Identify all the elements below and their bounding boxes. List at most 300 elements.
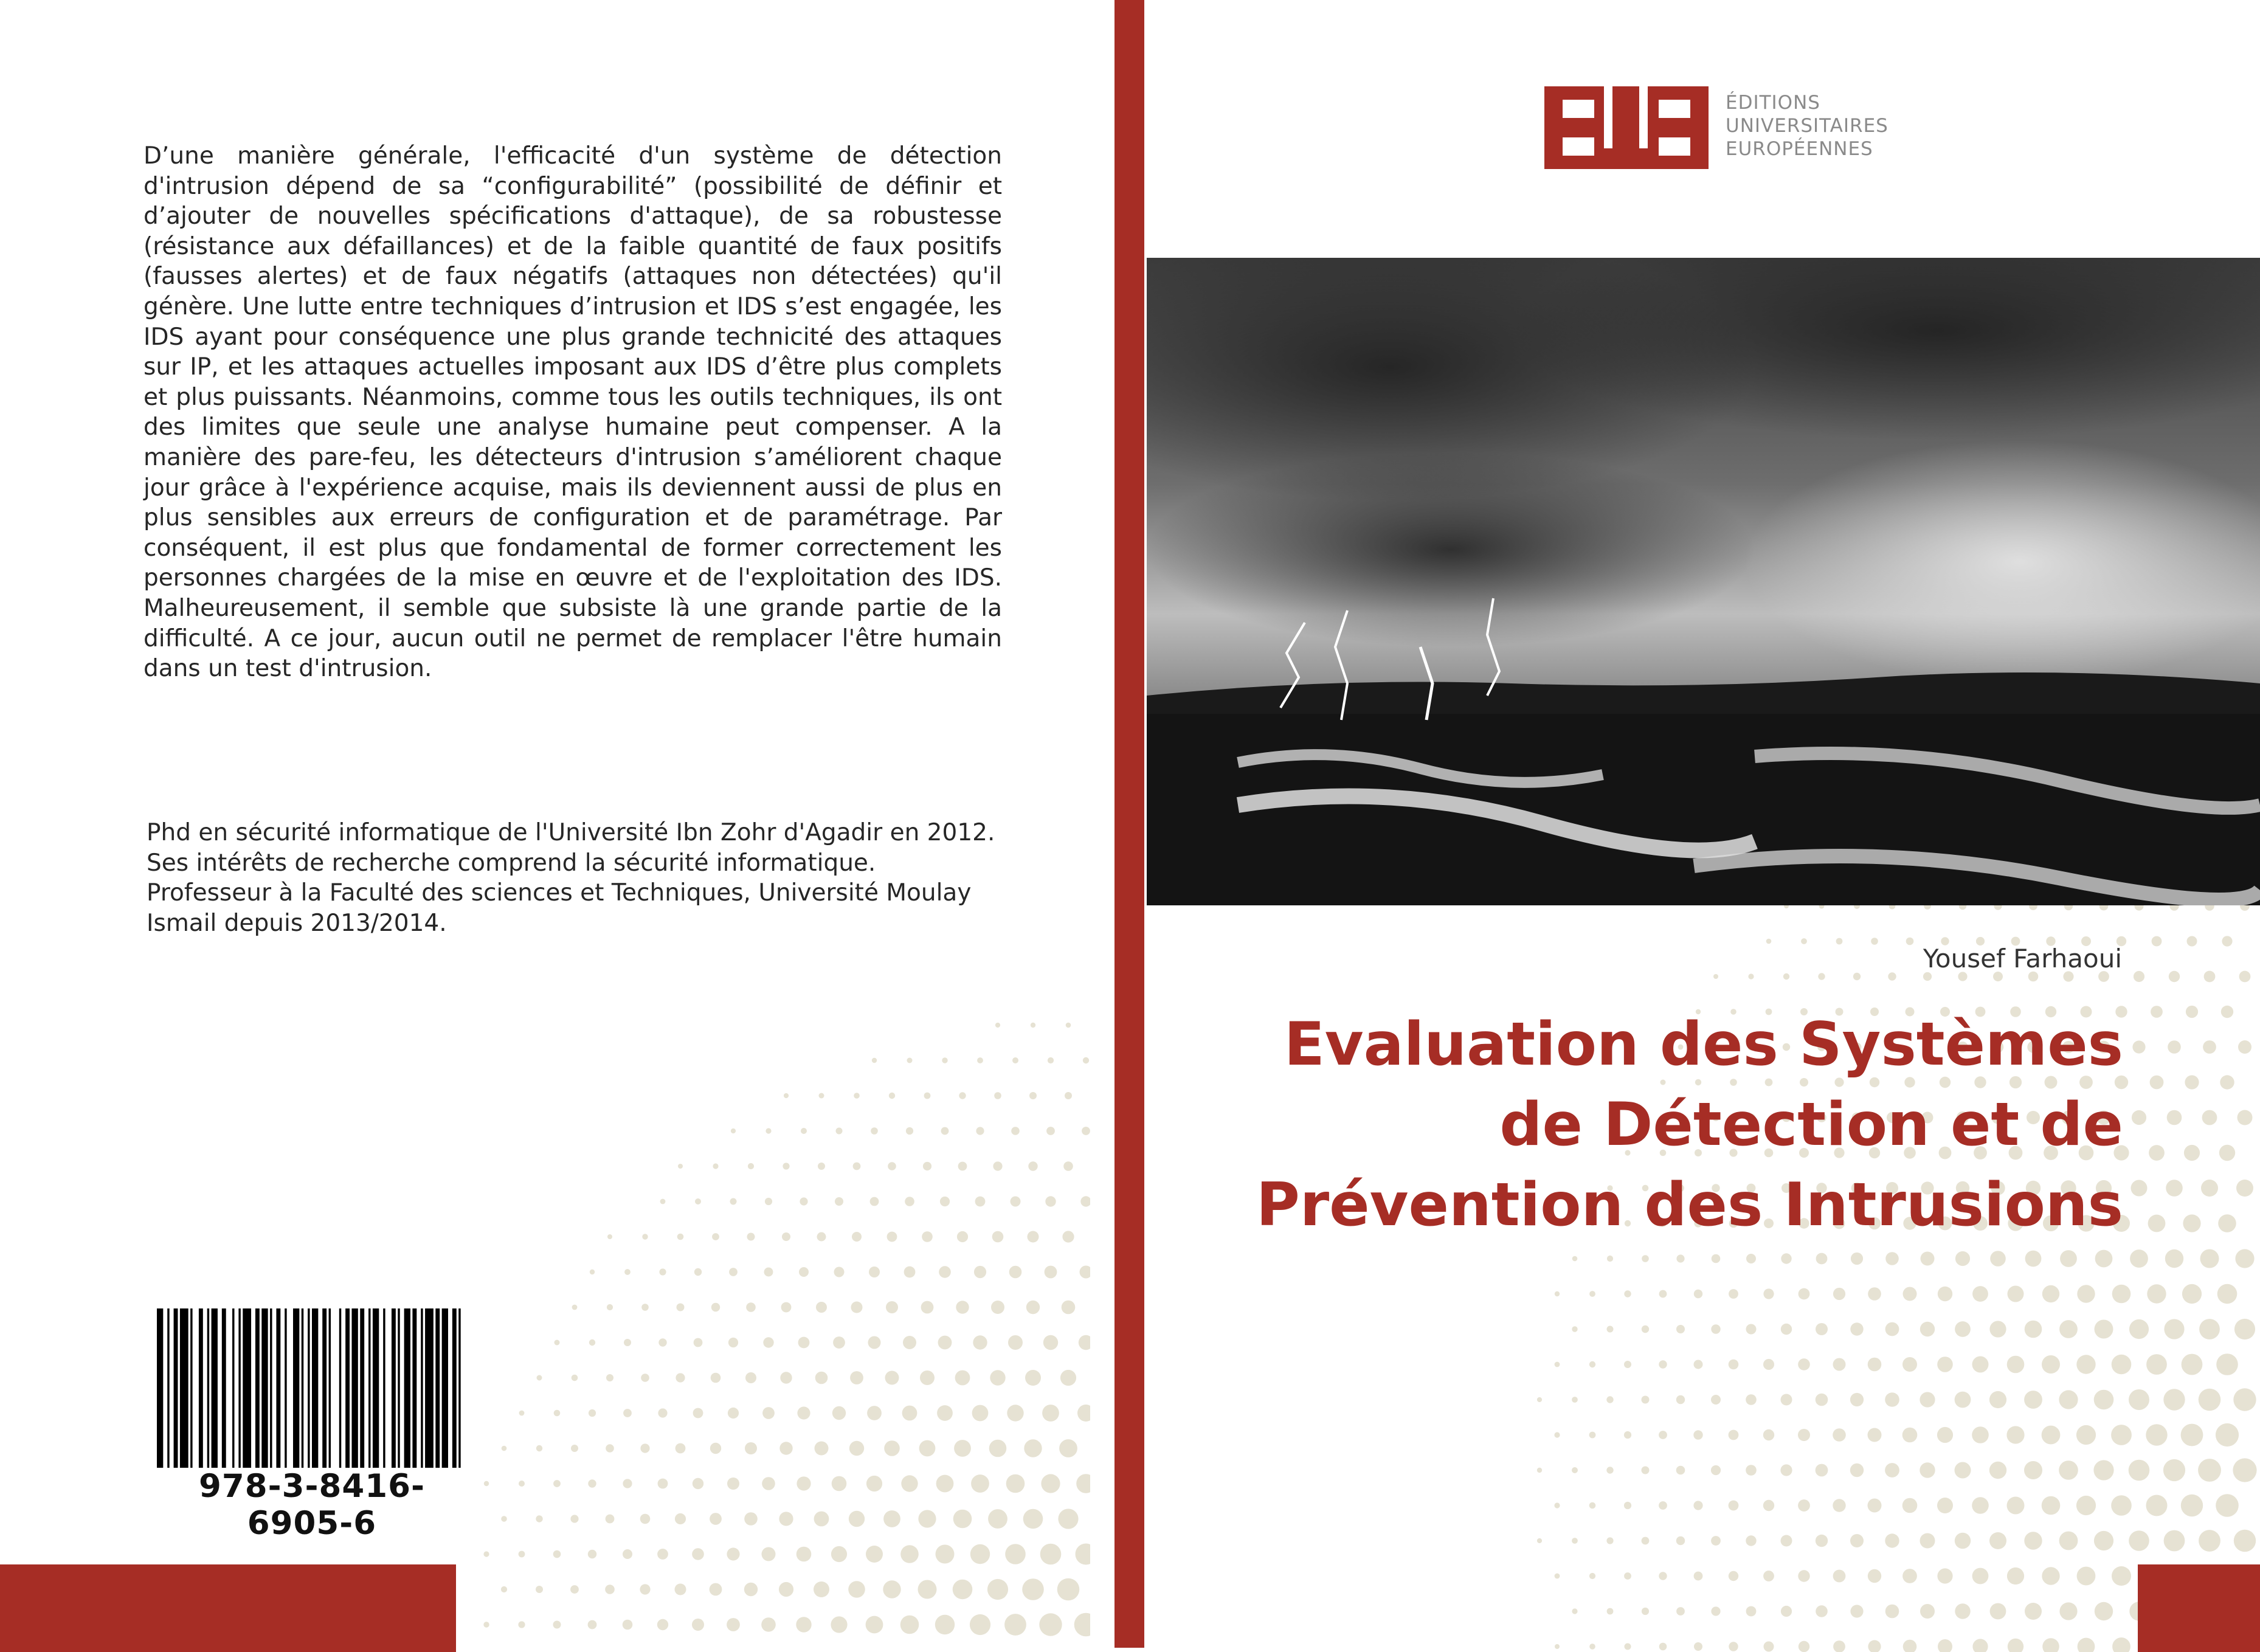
halftone-dot: [1746, 1394, 1757, 1405]
halftone-dot: [765, 1128, 771, 1133]
halftone-dot: [1642, 1608, 1649, 1615]
halftone-dot: [1007, 1405, 1023, 1421]
halftone-dot: [1011, 1127, 1020, 1135]
halftone-dot: [904, 1267, 916, 1278]
halftone-dot: [1711, 1465, 1721, 1475]
halftone-dot: [924, 1093, 931, 1099]
halftone-dot: [1763, 1288, 1774, 1299]
barcode-bar: [383, 1308, 385, 1468]
halftone-dot: [1572, 1256, 1578, 1262]
halftone-dot: [1903, 1640, 1917, 1652]
halftone-dot: [1868, 1358, 1882, 1372]
halftone-dot: [676, 1443, 686, 1454]
halftone-dot: [711, 1303, 720, 1312]
publisher-line-3: EUROPÉENNES: [1726, 138, 1873, 160]
halftone-dot: [1850, 1322, 1863, 1335]
halftone-dot: [1711, 1606, 1720, 1616]
halftone-dot: [1572, 1608, 1577, 1614]
halftone-dot: [1833, 1358, 1846, 1371]
halftone-dot: [2130, 1249, 2148, 1268]
halftone-dot: [1763, 1571, 1774, 1581]
halftone-dot: [2238, 1110, 2253, 1125]
halftone-dot: [872, 1058, 877, 1063]
spine-gap: [1090, 0, 1114, 1652]
halftone-dot: [2166, 1180, 2183, 1197]
halftone-dot: [2129, 1460, 2150, 1481]
halftone-dot: [1043, 1335, 1058, 1350]
barcode-bar: [442, 1308, 448, 1468]
halftone-dot: [711, 1373, 721, 1383]
halftone-dot: [1607, 1256, 1613, 1262]
halftone-dot: [692, 1548, 704, 1560]
halftone-dot: [641, 1304, 649, 1311]
halftone-dot: [1713, 974, 1718, 979]
halftone-dot: [2167, 1110, 2182, 1125]
halftone-dot: [623, 1549, 632, 1559]
halftone-dot: [990, 1370, 1005, 1385]
halftone-dot: [902, 1406, 917, 1421]
halftone-dot: [871, 1127, 878, 1135]
halftone-dot: [2146, 1424, 2167, 1445]
halftone-dot: [1816, 1323, 1828, 1335]
halftone-dot: [835, 1197, 843, 1206]
halftone-dot: [588, 1620, 597, 1630]
halftone-dot: [678, 1164, 683, 1169]
halftone-dot: [1902, 1569, 1917, 1583]
halftone-dot: [1798, 1358, 1810, 1370]
halftone-dot: [1048, 1057, 1054, 1063]
halftone-dot: [974, 1266, 986, 1278]
barcode-bar: [238, 1308, 240, 1468]
halftone-dot: [814, 1581, 829, 1597]
halftone-dot: [1780, 1464, 1792, 1476]
halftone-dot: [1781, 1606, 1792, 1617]
halftone-dot: [1039, 1613, 1062, 1636]
halftone-dot: [731, 1128, 736, 1133]
halftone-dot: [2204, 971, 2216, 983]
barcode-bar: [293, 1308, 299, 1468]
back-cover-red-band: [0, 1564, 456, 1652]
halftone-dot: [642, 1234, 648, 1239]
halftone-dot: [2077, 1285, 2095, 1302]
book-title: [1216, 1004, 2123, 1245]
halftone-dot: [2078, 1638, 2095, 1652]
halftone-dot: [1555, 1362, 1560, 1367]
halftone-dot: [1026, 1301, 1040, 1314]
halftone-dot: [831, 1546, 847, 1562]
barcode-bar: [421, 1308, 423, 1468]
halftone-dot: [953, 1510, 972, 1529]
barcode-bar: [322, 1308, 327, 1468]
barcode-bar: [167, 1308, 169, 1468]
halftone-dot: [710, 1583, 722, 1596]
halftone-dot: [677, 1304, 685, 1312]
barcode-bar: [276, 1308, 280, 1468]
halftone-dot: [1060, 1370, 1076, 1386]
barcode-bar: [222, 1308, 226, 1468]
halftone-dot: [537, 1375, 542, 1381]
halftone-dot: [988, 1509, 1007, 1529]
halftone-dot: [588, 1550, 596, 1558]
halftone-dot: [2181, 1424, 2203, 1446]
halftone-dot: [657, 1549, 668, 1560]
halftone-dot: [886, 1301, 898, 1313]
barcode-bar: [190, 1308, 192, 1468]
halftone-dot: [956, 1301, 969, 1313]
barcode-bar: [351, 1308, 358, 1468]
halftone-dot: [1537, 1538, 1542, 1543]
halftone-dot: [675, 1584, 686, 1595]
halftone-dot: [1885, 1252, 1899, 1265]
halftone-dot: [936, 1475, 954, 1493]
halftone-dot: [501, 1516, 507, 1522]
halftone-dot: [800, 1197, 807, 1205]
halftone-dot: [553, 1621, 561, 1629]
halftone-dot: [1606, 1467, 1613, 1473]
halftone-dot: [572, 1305, 578, 1310]
halftone-dot: [2198, 1459, 2221, 1482]
halftone-dot: [797, 1547, 812, 1562]
halftone-dot: [1955, 1321, 1971, 1337]
halftone-dot: [870, 1197, 879, 1206]
halftone-dot: [765, 1198, 772, 1205]
halftone-dot: [799, 1267, 809, 1277]
halftone-dot: [973, 1335, 987, 1349]
halftone-dot: [1868, 1569, 1881, 1583]
halftone-dot: [727, 1547, 739, 1560]
halftone-dot: [1572, 1538, 1578, 1544]
halftone-dot: [1694, 1360, 1703, 1369]
halftone-dot: [2216, 1423, 2239, 1446]
halftone-dot: [781, 1302, 792, 1313]
halftone-dot: [1799, 1641, 1809, 1652]
halftone-dot: [939, 1266, 951, 1278]
halftone-dot: [1783, 973, 1789, 980]
halftone-dot: [1798, 1429, 1810, 1441]
halftone-dot: [2095, 1250, 2113, 1268]
halftone-dot: [2059, 1320, 2078, 1338]
halftone-dot: [953, 1580, 973, 1600]
halftone-dot: [1624, 1361, 1631, 1368]
spine: [1114, 0, 1144, 1648]
halftone-dot: [693, 1408, 703, 1419]
halftone-dot: [2134, 971, 2144, 982]
halftone-dot: [2181, 1495, 2203, 1516]
barcode-bar: [404, 1308, 410, 1468]
halftone-dot: [884, 1440, 900, 1456]
halftone-dot: [1816, 1253, 1828, 1265]
halftone-dot: [1589, 1432, 1596, 1439]
halftone-dot: [1606, 1537, 1613, 1544]
halftone-dot: [1676, 1607, 1685, 1616]
halftone-dot: [640, 1584, 650, 1594]
halftone-dot: [955, 1370, 970, 1386]
halftone-dot: [779, 1442, 792, 1454]
halftone-dot: [748, 1163, 754, 1169]
barcode-bar: [180, 1308, 188, 1468]
halftone-dot: [2234, 1319, 2255, 1339]
halftone-dot: [1833, 1640, 1845, 1652]
halftone-dot: [921, 1301, 934, 1314]
halftone-dot: [817, 1232, 826, 1242]
halftone-dot: [779, 1512, 793, 1526]
halftone-dot: [623, 1479, 632, 1488]
halftone-dot: [1902, 1498, 1918, 1513]
halftone-dot: [1589, 1643, 1595, 1650]
halftone-dot: [1955, 1603, 1970, 1619]
halftone-dot: [1058, 1509, 1078, 1529]
barcode-bar: [392, 1308, 396, 1468]
halftone-dot: [995, 1023, 1000, 1028]
halftone-dot: [1850, 1534, 1864, 1547]
halftone-dot: [484, 1481, 489, 1486]
halftone-dot: [1024, 1439, 1042, 1457]
halftone-dot: [942, 1057, 947, 1063]
halftone-dot: [1972, 1357, 1989, 1373]
halftone-dot: [483, 1551, 489, 1557]
halftone-dot: [2201, 1180, 2218, 1197]
halftone-dot: [1555, 1291, 1560, 1296]
halftone-dot: [1537, 1397, 1542, 1402]
halftone-dot: [710, 1513, 722, 1525]
halftone-dot: [2007, 1497, 2025, 1515]
halftone-dot: [2168, 1040, 2181, 1054]
halftone-dot: [1938, 1639, 1952, 1652]
halftone-dot: [848, 1581, 865, 1598]
barcode-bar: [207, 1308, 209, 1468]
halftone-dot: [519, 1481, 525, 1487]
halftone-dot: [2024, 1532, 2042, 1549]
halftone-dot: [2199, 1389, 2221, 1411]
halftone-dot: [590, 1270, 595, 1274]
halftone-dot: [1868, 1640, 1881, 1652]
halftone-dot: [658, 1479, 668, 1489]
halftone-dot: [1624, 1572, 1631, 1580]
halftone-dot: [676, 1373, 685, 1382]
halftone-dot: [2164, 1530, 2185, 1552]
halftone-dot: [2007, 1567, 2024, 1585]
halftone-dot: [1989, 1391, 2006, 1408]
halftone-dot: [2238, 1040, 2251, 1054]
publisher-line-1: ÉDITIONS: [1726, 92, 1820, 114]
halftone-dot: [1028, 1161, 1037, 1170]
front-cover-red-band: [2138, 1564, 2260, 1652]
halftone-dot: [1676, 1325, 1685, 1333]
barcode-bar: [360, 1308, 364, 1468]
halftone-dot: [745, 1442, 757, 1454]
halftone-dot: [853, 1163, 861, 1170]
halftone-dot: [2163, 1389, 2185, 1410]
halftone-dot: [1798, 1570, 1809, 1581]
halftone-dot: [918, 1580, 937, 1599]
halftone-dot: [1763, 1500, 1774, 1511]
halftone-dot: [987, 1579, 1008, 1600]
halftone-dot: [1920, 1462, 1935, 1477]
halftone-dot: [658, 1408, 667, 1417]
halftone-dot: [887, 1232, 897, 1242]
halftone-dot: [1816, 1394, 1828, 1406]
halftone-dot: [922, 1231, 933, 1242]
halftone-dot: [762, 1407, 775, 1419]
halftone-dot: [713, 1163, 718, 1169]
halftone-dot: [1607, 1326, 1614, 1333]
title-line-1: Evaluation des Systèmes: [1284, 1010, 2123, 1079]
halftone-dot: [2146, 1495, 2168, 1516]
halftone-dot: [1920, 1604, 1935, 1619]
halftone-dot: [1537, 1468, 1542, 1473]
halftone-dot: [2094, 1390, 2114, 1410]
halftone-dot: [1781, 1394, 1792, 1406]
halftone-dot: [744, 1583, 758, 1596]
halftone-dot: [1676, 1254, 1684, 1262]
halftone-dot: [975, 1197, 986, 1207]
halftone-dot: [745, 1372, 756, 1383]
halftone-dot: [2203, 1040, 2216, 1054]
halftone-dot: [2184, 1145, 2200, 1161]
halftone-dot: [588, 1479, 596, 1487]
halftone-dot: [1694, 1642, 1702, 1651]
halftone-dot: [2187, 936, 2197, 947]
halftone-dot: [779, 1582, 793, 1597]
halftone-dot: [2042, 1355, 2060, 1374]
halftone-dot: [923, 1162, 931, 1170]
halftone-dot: [2221, 1006, 2233, 1018]
halftone-dot: [555, 1340, 560, 1346]
halftone-dot: [746, 1302, 756, 1312]
halftone-dot: [1798, 1499, 1810, 1512]
halftone-dot: [850, 1371, 863, 1384]
halftone-dot: [1850, 1605, 1863, 1617]
halftone-dot: [994, 1092, 1001, 1099]
halftone-dot: [536, 1445, 542, 1451]
halftone-dot: [972, 1405, 989, 1422]
halftone-dot: [866, 1616, 883, 1634]
barcode-bar: [285, 1308, 286, 1468]
halftone-dot: [885, 1371, 899, 1385]
halftone-dot: [849, 1511, 865, 1527]
halftone-dot: [1659, 1360, 1667, 1368]
halftone-dot: [2112, 1637, 2130, 1652]
barcode-bar: [255, 1308, 260, 1468]
isbn-number: 978-3-8416-6905-6: [198, 1468, 425, 1542]
halftone-dot: [1955, 1251, 1970, 1266]
halftone-dot: [2233, 1458, 2256, 1482]
halftone-dot: [2132, 1040, 2145, 1053]
halftone-dot: [2076, 1355, 2095, 1374]
halftone-dot: [2093, 1460, 2113, 1480]
halftone-dot: [2132, 1110, 2146, 1125]
halftone-dot: [2150, 1076, 2164, 1090]
halftone-dot: [1045, 1266, 1057, 1279]
halftone-dot: [660, 1199, 666, 1204]
halftone-dot: [1920, 1392, 1935, 1407]
halftone-dot: [907, 1058, 913, 1063]
halftone-dot: [2222, 936, 2232, 946]
halftone-dot: [2059, 1390, 2078, 1409]
halftone-dot: [2217, 1284, 2238, 1304]
halftone-dot: [1868, 1428, 1882, 1442]
halftone-dot: [2008, 1286, 2024, 1302]
halftone-dot: [657, 1619, 668, 1630]
halftone-dot: [1938, 1287, 1952, 1301]
halftone-dot: [2042, 1285, 2059, 1302]
halftone-dot: [1062, 1231, 1074, 1242]
halftone-dot: [1748, 973, 1754, 979]
halftone-dot: [1888, 972, 1896, 980]
barcode-bar: [412, 1308, 416, 1468]
halftone-dot: [796, 1617, 811, 1632]
halftone-dot: [536, 1515, 542, 1522]
barcode-bar: [368, 1308, 370, 1468]
publisher-name: [1726, 91, 1889, 161]
halftone-dot: [762, 1477, 775, 1490]
halftone-dot: [692, 1619, 704, 1631]
halftone-dot: [1642, 1325, 1649, 1333]
halftone-dot: [1040, 1544, 1062, 1565]
halftone-dot: [1005, 1544, 1026, 1564]
barcode-bar: [339, 1308, 341, 1468]
halftone-dot: [815, 1442, 829, 1456]
halftone-dot: [1022, 1578, 1044, 1600]
barcode-bar: [270, 1308, 272, 1468]
halftone-dot: [940, 1197, 950, 1206]
halftone-dot: [695, 1198, 701, 1204]
halftone-dot: [2025, 1251, 2042, 1267]
halftone-dot: [710, 1443, 721, 1454]
halftone-dot: [1902, 1357, 1917, 1372]
halftone-dot: [833, 1336, 845, 1349]
halftone-dot: [1624, 1502, 1631, 1509]
halftone-dot: [763, 1337, 773, 1347]
halftone-dot: [991, 1301, 1004, 1314]
halftone-dot: [1990, 1251, 2006, 1267]
halftone-dot: [938, 1336, 952, 1350]
halftone-dot: [936, 1545, 955, 1564]
halftone-dot: [640, 1443, 649, 1453]
halftone-dot: [935, 1615, 955, 1634]
halftone-dot: [1816, 1605, 1828, 1617]
halftone-dot: [1781, 1535, 1792, 1547]
title-line-3: Prévention des Intrusions: [1256, 1170, 2123, 1240]
halftone-dot: [1729, 1430, 1739, 1440]
halftone-dot: [2183, 1214, 2200, 1232]
halftone-dot: [1955, 1392, 1971, 1408]
halftone-dot: [1818, 973, 1825, 980]
halftone-dot: [992, 1231, 1004, 1243]
halftone-dot: [1972, 1568, 1989, 1585]
halftone-dot: [1972, 1426, 1989, 1443]
halftone-dot: [1572, 1326, 1577, 1332]
halftone-dot: [1746, 1254, 1756, 1263]
halftone-dot: [1554, 1502, 1560, 1508]
halftone-dot: [1029, 1092, 1037, 1099]
halftone-dot: [729, 1268, 738, 1276]
halftone-dot: [2164, 1319, 2184, 1339]
halftone-dot: [1850, 1393, 1864, 1406]
halftone-dot: [2239, 971, 2251, 983]
halftone-dot: [1676, 1536, 1685, 1545]
halftone-dot: [1009, 1266, 1022, 1279]
halftone-dot: [783, 1163, 789, 1169]
halftone-dot: [501, 1586, 507, 1592]
halftone-dot: [727, 1477, 739, 1490]
halftone-dot: [918, 1510, 936, 1527]
barcode-bar: [329, 1308, 331, 1468]
halftone-dot: [1624, 1290, 1631, 1297]
halftone-dot: [2216, 1353, 2238, 1375]
halftone-dot: [954, 1440, 971, 1457]
halftone-dot: [959, 1092, 966, 1099]
